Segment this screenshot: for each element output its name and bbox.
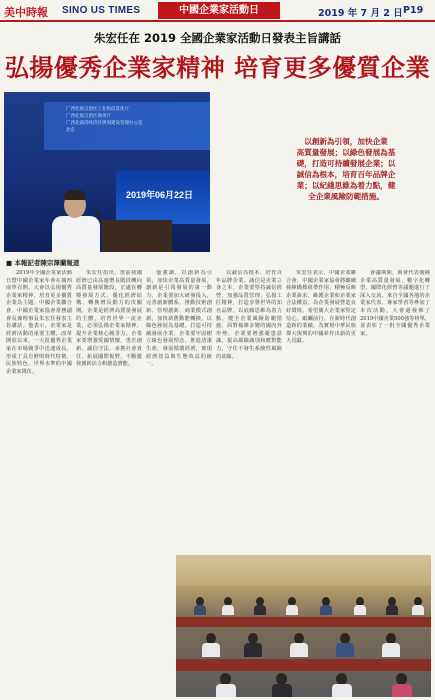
article-headline: 弘揚優秀企業家精神 培育更多優質企業 (4, 54, 431, 82)
body-column-1: 2019年全國企業家活動日暨中國企業家年會在廣西南寧召開。大會以弘揚優秀企業家精神、培育更多優質企業為主題。中國企業聯合會、中國企業家協會常務副會長兼理事長朱宏任發表主旨講話。他表示，企業家是經濟活動的重要主體，改革開放以來，一大批優秀企業家在市場競爭中迅速成長，形成了具有鮮明時代特徵、民族特色、世界水準的中國企業家隊伍。 (6, 270, 72, 375)
pull-quote: 以創新為引領，加快企業 高質量發展；以綠色發展為基 礎，打造可持續發展企業；以 誠信為根本，培育百年品牌企 業；以紀綫思維為着力點，健 全企業風險防範措施。 (296, 137, 396, 201)
audience-row (176, 595, 431, 617)
newspaper-logo-en: SINO US TIMES (62, 5, 141, 16)
body-column-5: 朱宏任表示，中國企業聯合會、中國企業家協會將繼續發揮橋樑紐帶作用，積極反映企業訴求，維護企業和企業家合法權益，為企業發展營造良好環境。希望廣大企業家堅定信心，砥礪前行，在新時代創造新的業績，為實現中華民族偉大復興的中國夢作出新的更大貢獻。 (286, 270, 356, 345)
newspaper-logo-cn: 美中時報 (4, 6, 48, 19)
audience-row (176, 671, 431, 693)
section-tag: 中國企業家活動日 (158, 2, 280, 19)
body-column-6: 會議期間，與會代表圍繞企業高質量發展、數字化轉型、國際化經營等議題進行了深入交流。來自全國各地的企業家代表、專家學者等參加了本次活動。大會還發佈了2019中國企業500強等榜單，並表彰了一批全國優秀企業家。 (360, 270, 430, 337)
conference-desk (176, 659, 431, 671)
hall-wall (176, 555, 431, 585)
podium (102, 220, 172, 252)
event-banner-text: 广西壮族自治区工业和信息化厅 广西壮族自治区商务厅 广西北部湾经济区规划建设管理办公室 北京 (66, 107, 143, 133)
audience-row (176, 629, 431, 651)
masthead (0, 0, 435, 22)
stage-screen-date: 2019年06月22日 (126, 190, 194, 200)
article-subhead: 朱宏任在 2019 全國企業家活動日發表主旨講話 (93, 31, 341, 45)
issue-date: 2019 年 7 月 2 日 (318, 8, 403, 19)
speaker-photo (4, 92, 210, 252)
audience-photo (176, 555, 431, 697)
speaker-figure (52, 216, 100, 252)
body-column-3: 他強調，以創新為引領，加快企業高質量發展。創新是引領發展的第一動力，企業要加大研發投入，完善創新體系，推動技術創新、管理創新、商業模式創新，加快新舊動能轉換。以綠色發展為基礎，打造可持續發展企業。企業要牢固樹立綠色發展理念，推進清潔生產，發展循環經濟，實現經濟效益與生態效益的統一。 (146, 270, 212, 368)
body-column-4: 以誠信為根本，培育百年品牌企業。誠信是企業立身之本，企業要堅持誠信經營，加強品質管理，弘揚工匠精神，打造享譽世界的知名品牌。以底線思維為着力點，健全企業風險防範措施。面對複雜多變的國內外形勢，企業要增強憂患意識，提高風險識別和應對能力，守住不發生系統性風險的底線。 (216, 270, 282, 360)
speaker-hair (64, 190, 86, 200)
conference-desk (176, 617, 431, 627)
page-number: P19 (403, 5, 424, 16)
article-byline: ■ 本報記者陳宗澤蘭報道 (6, 259, 80, 267)
body-column-2: 朱宏任指出，當前我國經濟已由高速增長階段轉向高質量發展階段，正處在轉變發展方式、優化經濟結構、轉換增長動力的攻關期。企業是經濟高質量發展的主體，培育世界一流企業，必須弘揚企業家精神，提升企業核心競爭力。企業家要增強愛國情懷，勇於創新，誠信守法，承擔社會責任，拓展國際視野，不斷激發創新活力和創造潛能。 (76, 270, 142, 368)
